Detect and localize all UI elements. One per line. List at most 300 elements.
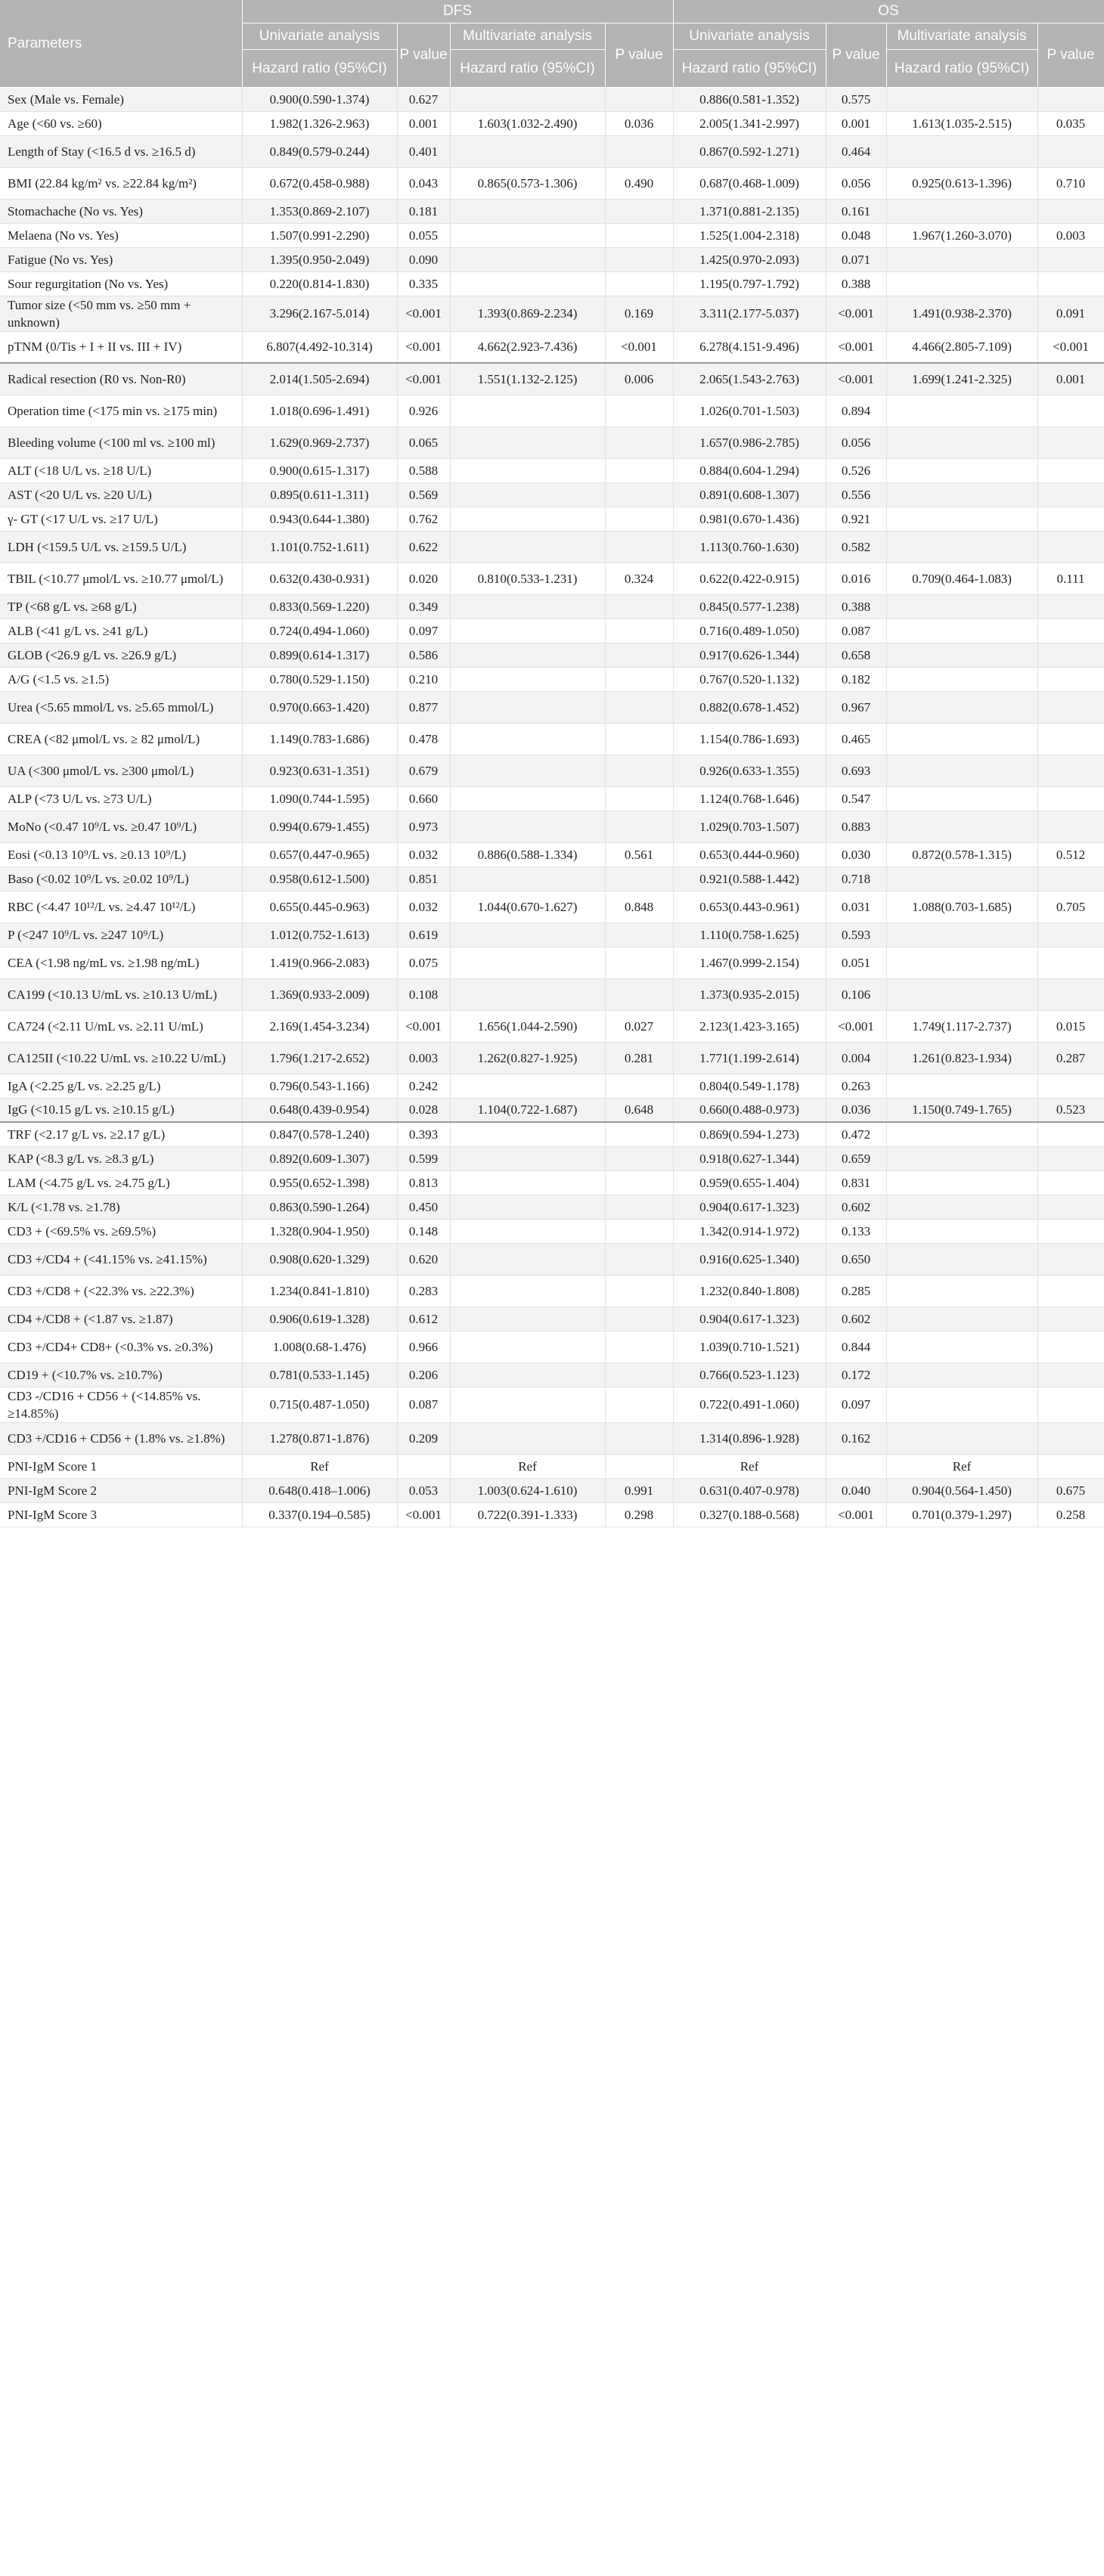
parameter-cell: Sex (Male vs. Female) [0, 87, 242, 111]
os-multivariate-hr-cell [886, 1122, 1037, 1146]
dfs-univariate-hr-cell: 0.994(0.679-1.455) [242, 811, 397, 842]
dfs-multivariate-hr-cell [450, 1362, 605, 1387]
os-multivariate-p-cell [1037, 723, 1104, 755]
dfs-univariate-p-cell: 0.586 [397, 643, 450, 667]
os-univariate-hr-cell: 0.631(0.407-0.978) [673, 1478, 826, 1502]
os-univariate-hr-cell: 0.886(0.581-1.352) [673, 87, 826, 111]
table-row [0, 1362, 1104, 1387]
dfs-univariate-hr-cell: 0.715(0.487-1.050) [242, 1387, 397, 1422]
dfs-univariate-p-cell: 0.966 [397, 1331, 450, 1362]
dfs-multivariate-hr-cell [450, 755, 605, 786]
dfs-univariate-hr-cell: 0.970(0.663-1.420) [242, 691, 397, 723]
table-row [0, 723, 1104, 755]
dfs-univariate-p-cell [397, 1454, 450, 1478]
table-row [0, 223, 1104, 247]
table-row [0, 1454, 1104, 1478]
dfs-multivariate-p-cell: 0.281 [605, 1042, 673, 1074]
dfs-univariate-p-cell: 0.627 [397, 87, 450, 111]
dfs-multivariate-p-cell [605, 482, 673, 507]
os-multivariate-p-cell [1037, 135, 1104, 167]
os-univariate-p-cell: 0.030 [826, 842, 886, 866]
parameter-cell: CD3 +/CD8 + (<22.3% vs. ≥22.3%) [0, 1275, 242, 1307]
os-univariate-p-cell: 0.472 [826, 1122, 886, 1146]
dfs-univariate-p-cell: 0.599 [397, 1146, 450, 1170]
os-multivariate-p-cell [1037, 482, 1104, 507]
dfs-univariate-p-cell: 0.053 [397, 1478, 450, 1502]
os-univariate-p-cell: 0.285 [826, 1275, 886, 1307]
os-multivariate-p-cell [1037, 1074, 1104, 1098]
dfs-multivariate-hr-cell: 0.722(0.391-1.333) [450, 1502, 605, 1527]
dfs-univariate-hr-cell: 1.328(0.904-1.950) [242, 1219, 397, 1243]
table-row [0, 594, 1104, 618]
dfs-multivariate-p-cell [605, 1170, 673, 1195]
dfs-multivariate-p-cell: 0.027 [605, 1010, 673, 1042]
dfs-multivariate-hr-cell [450, 786, 605, 811]
dfs-multivariate-p-cell: 0.490 [605, 167, 673, 199]
dfs-univariate-hr-cell: 0.899(0.614-1.317) [242, 643, 397, 667]
os-multivariate-p-cell [1037, 1243, 1104, 1275]
table-row [0, 1307, 1104, 1331]
os-multivariate-p-cell [1037, 1331, 1104, 1362]
parameter-cell: LAM (<4.75 g/L vs. ≥4.75 g/L) [0, 1170, 242, 1195]
parameter-cell: KAP (<8.3 g/L vs. ≥8.3 g/L) [0, 1146, 242, 1170]
os-univariate-p-cell: 0.883 [826, 811, 886, 842]
dfs-multivariate-hr-cell [450, 87, 605, 111]
os-univariate-p-cell: 0.650 [826, 1243, 886, 1275]
os-univariate-hr-header: Hazard ratio (95%CI) [673, 49, 826, 87]
dfs-multivariate-p-cell [605, 426, 673, 458]
os-univariate-hr-cell: 0.722(0.491-1.060) [673, 1387, 826, 1422]
dfs-multivariate-hr-cell: 1.603(1.032-2.490) [450, 111, 605, 135]
dfs-univariate-p-cell: 0.075 [397, 947, 450, 978]
dfs-multivariate-hr-cell: Ref [450, 1454, 605, 1478]
parameter-cell: A/G (<1.5 vs. ≥1.5) [0, 667, 242, 691]
os-univariate-p-cell: 0.526 [826, 458, 886, 482]
os-multivariate-hr-cell: 1.150(0.749-1.765) [886, 1098, 1037, 1122]
dfs-multivariate-hr-cell: 1.656(1.044-2.590) [450, 1010, 605, 1042]
os-multivariate-p-cell [1037, 458, 1104, 482]
parameter-cell: UA (<300 μmol/L vs. ≥300 μmol/L) [0, 755, 242, 786]
dfs-multivariate-p-cell: 0.298 [605, 1502, 673, 1527]
table-row [0, 247, 1104, 271]
parameter-cell: MoNo (<0.47 10⁹/L vs. ≥0.47 10⁹/L) [0, 811, 242, 842]
dfs-multivariate-hr-cell [450, 618, 605, 643]
dfs-univariate-hr-cell: 1.012(0.752-1.613) [242, 922, 397, 947]
os-multivariate-hr-cell: 0.872(0.578-1.315) [886, 842, 1037, 866]
dfs-multivariate-p-cell [605, 1422, 673, 1454]
dfs-multivariate-p-cell [605, 811, 673, 842]
os-multivariate-hr-cell [886, 482, 1037, 507]
dfs-univariate-hr-cell: 0.900(0.615-1.317) [242, 458, 397, 482]
dfs-univariate-hr-cell: 0.863(0.590-1.264) [242, 1195, 397, 1219]
parameter-cell: ALB (<41 g/L vs. ≥41 g/L) [0, 618, 242, 643]
os-multivariate-p-cell: 0.710 [1037, 167, 1104, 199]
dfs-univariate-p-cell: 0.335 [397, 271, 450, 296]
dfs-multivariate-p-cell: 0.169 [605, 296, 673, 331]
parameter-cell: P (<247 10⁹/L vs. ≥247 10⁹/L) [0, 922, 242, 947]
os-univariate-p-cell: 0.693 [826, 755, 886, 786]
os-univariate-hr-cell: 1.425(0.970-2.093) [673, 247, 826, 271]
os-multivariate-hr-cell [886, 755, 1037, 786]
table-row [0, 296, 1104, 331]
os-multivariate-p-cell [1037, 755, 1104, 786]
os-univariate-p-cell: 0.133 [826, 1219, 886, 1243]
dfs-univariate-p-cell: 0.032 [397, 891, 450, 922]
os-univariate-p-cell: <0.001 [826, 1010, 886, 1042]
os-multivariate-p-cell: 0.001 [1037, 363, 1104, 395]
dfs-univariate-p-cell: 0.973 [397, 811, 450, 842]
parameter-cell: CD4 +/CD8 + (<1.87 vs. ≥1.87) [0, 1307, 242, 1331]
dfs-multivariate-p-cell [605, 247, 673, 271]
os-univariate-hr-cell: 0.687(0.468-1.009) [673, 167, 826, 199]
os-multivariate-hr-cell [886, 811, 1037, 842]
table-row [0, 395, 1104, 426]
table-row [0, 1010, 1104, 1042]
os-multivariate-hr-cell [886, 1243, 1037, 1275]
table-row [0, 531, 1104, 563]
os-multivariate-p-cell [1037, 811, 1104, 842]
dfs-multivariate-p-cell [605, 691, 673, 723]
dfs-univariate-p-cell: 0.679 [397, 755, 450, 786]
table-row [0, 458, 1104, 482]
os-univariate-p-cell: 0.602 [826, 1307, 886, 1331]
os-univariate-p-cell: 0.087 [826, 618, 886, 643]
os-univariate-hr-cell: 0.327(0.188-0.568) [673, 1502, 826, 1527]
os-univariate-hr-cell: 0.921(0.588-1.442) [673, 866, 826, 891]
os-multivariate-hr-cell: 1.699(1.241-2.325) [886, 363, 1037, 395]
os-multivariate-hr-cell [886, 1219, 1037, 1243]
parameter-cell: Sour regurgitation (No vs. Yes) [0, 271, 242, 296]
dfs-univariate-p-cell: 0.001 [397, 111, 450, 135]
os-univariate-p-cell: 0.004 [826, 1042, 886, 1074]
dfs-multivariate-hr-cell: 0.810(0.533-1.231) [450, 563, 605, 594]
dfs-univariate-hr-cell: Ref [242, 1454, 397, 1478]
parameter-cell: IgG (<10.15 g/L vs. ≥10.15 g/L) [0, 1098, 242, 1122]
os-univariate-p-cell: <0.001 [826, 331, 886, 363]
os-univariate-hr-cell: 1.124(0.768-1.646) [673, 786, 826, 811]
os-univariate-hr-cell: 3.311(2.177-5.037) [673, 296, 826, 331]
dfs-multivariate-p-cell [605, 199, 673, 223]
os-multivariate-p-cell [1037, 786, 1104, 811]
os-multivariate-p-cell: 0.705 [1037, 891, 1104, 922]
os-multivariate-hr-cell [886, 1307, 1037, 1331]
dfs-multivariate-p-cell [605, 1243, 673, 1275]
os-multivariate-p-cell: 0.258 [1037, 1502, 1104, 1527]
os-univariate-p-cell: 0.659 [826, 1146, 886, 1170]
table-row [0, 755, 1104, 786]
dfs-univariate-p-cell: 0.209 [397, 1422, 450, 1454]
table-row [0, 866, 1104, 891]
os-multivariate-p-cell: 0.287 [1037, 1042, 1104, 1074]
dfs-multivariate-p-cell [605, 755, 673, 786]
dfs-univariate-hr-cell: 1.090(0.744-1.595) [242, 786, 397, 811]
table-row [0, 978, 1104, 1010]
dfs-univariate-hr-cell: 0.780(0.529-1.150) [242, 667, 397, 691]
dfs-multivariate-hr-cell: 0.886(0.588-1.334) [450, 842, 605, 866]
dfs-univariate-hr-cell: 1.419(0.966-2.083) [242, 947, 397, 978]
os-multivariate-hr-cell: 0.701(0.379-1.297) [886, 1502, 1037, 1527]
dfs-univariate-hr-cell: 1.369(0.933-2.009) [242, 978, 397, 1010]
os-multivariate-hr-cell [886, 922, 1037, 947]
dfs-univariate-p-cell: 0.588 [397, 458, 450, 482]
dfs-multivariate-hr-cell [450, 247, 605, 271]
dfs-univariate-hr-cell: 1.278(0.871-1.876) [242, 1422, 397, 1454]
table-row [0, 1478, 1104, 1502]
dfs-multivariate-hr-cell [450, 643, 605, 667]
dfs-multivariate-p-cell: 0.036 [605, 111, 673, 135]
os-univariate-p-cell: 0.001 [826, 111, 886, 135]
dfs-multivariate-hr-cell: 1.104(0.722-1.687) [450, 1098, 605, 1122]
dfs-univariate-hr-cell: 1.353(0.869-2.107) [242, 199, 397, 223]
dfs-univariate-p-cell: <0.001 [397, 363, 450, 395]
os-multivariate-p-cell: 0.512 [1037, 842, 1104, 866]
table-row [0, 111, 1104, 135]
os-univariate-hr-cell: 0.884(0.604-1.294) [673, 458, 826, 482]
dfs-univariate-p-cell: 0.108 [397, 978, 450, 1010]
dfs-multivariate-hr-cell [450, 458, 605, 482]
dfs-univariate-p-cell: <0.001 [397, 1502, 450, 1527]
os-univariate-p-cell: 0.031 [826, 891, 886, 922]
table-row [0, 667, 1104, 691]
os-univariate-p-cell: 0.582 [826, 531, 886, 563]
dfs-univariate-p-cell: 0.148 [397, 1219, 450, 1243]
os-univariate-p-cell [826, 1454, 886, 1478]
dfs-univariate-p-cell: 0.619 [397, 922, 450, 947]
dfs-univariate-p-cell: 0.206 [397, 1362, 450, 1387]
dfs-univariate-hr-cell: 0.724(0.494-1.060) [242, 618, 397, 643]
os-univariate-p-cell: 0.967 [826, 691, 886, 723]
dfs-univariate-p-cell: 0.877 [397, 691, 450, 723]
os-univariate-p-cell: 0.388 [826, 594, 886, 618]
os-univariate-p-cell: 0.464 [826, 135, 886, 167]
os-header: OS [673, 0, 1104, 23]
parameter-cell: TP (<68 g/L vs. ≥68 g/L) [0, 594, 242, 618]
dfs-univariate-hr-cell: 2.014(1.505-2.694) [242, 363, 397, 395]
dfs-multivariate-hr-cell [450, 594, 605, 618]
os-univariate-hr-cell: 0.653(0.444-0.960) [673, 842, 826, 866]
dfs-univariate-hr-cell: 0.847(0.578-1.240) [242, 1122, 397, 1146]
parameter-cell: γ- GT (<17 U/L vs. ≥17 U/L) [0, 507, 242, 531]
parameter-cell: Stomachache (No vs. Yes) [0, 199, 242, 223]
os-multivariate-hr-cell [886, 978, 1037, 1010]
parameter-cell: CD3 +/CD4 + (<41.15% vs. ≥41.15%) [0, 1243, 242, 1275]
dfs-univariate-p-cell: 0.283 [397, 1275, 450, 1307]
os-multivariate-p-cell [1037, 1219, 1104, 1243]
dfs-multivariate-header: Multivariate analysis [450, 23, 605, 49]
dfs-univariate-p-cell: 0.043 [397, 167, 450, 199]
os-multivariate-p-cell [1037, 426, 1104, 458]
dfs-univariate-hr-cell: 0.892(0.609-1.307) [242, 1146, 397, 1170]
dfs-univariate-hr-cell: 1.018(0.696-1.491) [242, 395, 397, 426]
os-univariate-hr-cell: 1.771(1.199-2.614) [673, 1042, 826, 1074]
dfs-multivariate-hr-cell [450, 1331, 605, 1362]
dfs-multivariate-p-cell [605, 135, 673, 167]
os-multivariate-p-cell [1037, 247, 1104, 271]
os-univariate-hr-cell: 0.916(0.625-1.340) [673, 1243, 826, 1275]
table-row [0, 842, 1104, 866]
dfs-multivariate-hr-cell [450, 482, 605, 507]
os-univariate-hr-cell: 1.154(0.786-1.693) [673, 723, 826, 755]
os-multivariate-hr-cell [886, 643, 1037, 667]
os-univariate-p-cell: 0.575 [826, 87, 886, 111]
os-univariate-hr-cell: 0.904(0.617-1.323) [673, 1307, 826, 1331]
dfs-univariate-hr-cell: 0.657(0.447-0.965) [242, 842, 397, 866]
os-univariate-p-cell: 0.172 [826, 1362, 886, 1387]
dfs-univariate-hr-cell: 1.008(0.68-1.476) [242, 1331, 397, 1362]
os-multivariate-p-cell [1037, 1422, 1104, 1454]
dfs-multivariate-p-cell [605, 1454, 673, 1478]
os-multivariate-hr-cell: 0.709(0.464-1.083) [886, 563, 1037, 594]
dfs-multivariate-hr-cell [450, 199, 605, 223]
table-row [0, 135, 1104, 167]
dfs-univariate-p-cell: <0.001 [397, 296, 450, 331]
dfs-multivariate-p-cell: 0.648 [605, 1098, 673, 1122]
table-row [0, 167, 1104, 199]
dfs-univariate-p-cell: 0.851 [397, 866, 450, 891]
dfs-univariate-hr-cell: 0.943(0.644-1.380) [242, 507, 397, 531]
parameter-cell: Operation time (<175 min vs. ≥175 min) [0, 395, 242, 426]
os-multivariate-hr-cell [886, 1275, 1037, 1307]
os-multivariate-p-cell [1037, 1122, 1104, 1146]
dfs-header: DFS [242, 0, 673, 23]
os-univariate-hr-cell: 0.716(0.489-1.050) [673, 618, 826, 643]
os-multivariate-p-cell [1037, 667, 1104, 691]
table-row [0, 1074, 1104, 1098]
os-multivariate-hr-cell [886, 866, 1037, 891]
dfs-univariate-hr-cell: 2.169(1.454-3.234) [242, 1010, 397, 1042]
table-row [0, 482, 1104, 507]
os-univariate-hr-cell: 1.029(0.703-1.507) [673, 811, 826, 842]
os-univariate-hr-cell: 1.026(0.701-1.503) [673, 395, 826, 426]
table-header [0, 0, 1104, 87]
os-univariate-p-cell: 0.106 [826, 978, 886, 1010]
os-univariate-hr-cell: 2.123(1.423-3.165) [673, 1010, 826, 1042]
dfs-multivariate-hr-cell [450, 1074, 605, 1098]
parameter-cell: GLOB (<26.9 g/L vs. ≥26.9 g/L) [0, 643, 242, 667]
dfs-univariate-hr-cell: 0.648(0.439-0.954) [242, 1098, 397, 1122]
dfs-multivariate-p-cell: 0.561 [605, 842, 673, 866]
os-univariate-hr-cell: 2.065(1.543-2.763) [673, 363, 826, 395]
table-body [0, 87, 1104, 1527]
table-row [0, 1195, 1104, 1219]
os-univariate-p-cell: 0.602 [826, 1195, 886, 1219]
table-row [0, 426, 1104, 458]
parameter-cell: Melaena (No vs. Yes) [0, 223, 242, 247]
parameter-cell: CD3 + (<69.5% vs. ≥69.5%) [0, 1219, 242, 1243]
dfs-univariate-p-cell: <0.001 [397, 1010, 450, 1042]
parameters-header: Parameters [0, 0, 242, 87]
os-multivariate-p-cell [1037, 618, 1104, 643]
os-multivariate-hr-cell [886, 1331, 1037, 1362]
dfs-multivariate-hr-cell [450, 135, 605, 167]
os-univariate-hr-cell: 0.891(0.608-1.307) [673, 482, 826, 507]
os-multivariate-p-cell [1037, 691, 1104, 723]
dfs-multivariate-p-cell [605, 618, 673, 643]
dfs-univariate-p-cell: 0.032 [397, 842, 450, 866]
table-row [0, 947, 1104, 978]
dfs-multivariate-hr-cell [450, 1146, 605, 1170]
os-multivariate-p-cell [1037, 1362, 1104, 1387]
os-multivariate-hr-cell [886, 667, 1037, 691]
dfs-multivariate-p-cell: 0.848 [605, 891, 673, 922]
dfs-univariate-header: Univariate analysis [242, 23, 397, 49]
dfs-multivariate-p-cell [605, 947, 673, 978]
dfs-univariate-p-cell: 0.401 [397, 135, 450, 167]
dfs-multivariate-p-header: P value [605, 23, 673, 87]
dfs-univariate-p-cell: 0.813 [397, 1170, 450, 1195]
dfs-multivariate-hr-cell [450, 1275, 605, 1307]
os-multivariate-hr-cell [886, 135, 1037, 167]
table-row [0, 271, 1104, 296]
dfs-univariate-p-header: P value [397, 23, 450, 87]
os-univariate-hr-cell: 0.622(0.422-0.915) [673, 563, 826, 594]
dfs-univariate-p-cell: 0.210 [397, 667, 450, 691]
dfs-multivariate-p-cell [605, 271, 673, 296]
parameter-cell: TRF (<2.17 g/L vs. ≥2.17 g/L) [0, 1122, 242, 1146]
os-multivariate-p-header: P value [1037, 23, 1104, 87]
dfs-multivariate-hr-cell [450, 922, 605, 947]
dfs-multivariate-p-cell: 0.006 [605, 363, 673, 395]
dfs-univariate-hr-cell: 1.629(0.969-2.737) [242, 426, 397, 458]
table-row [0, 786, 1104, 811]
os-univariate-hr-cell: 1.113(0.760-1.630) [673, 531, 826, 563]
table-row [0, 563, 1104, 594]
os-multivariate-hr-cell [886, 1146, 1037, 1170]
os-multivariate-hr-cell [886, 786, 1037, 811]
os-univariate-hr-cell: 1.371(0.881-2.135) [673, 199, 826, 223]
parameter-cell: Urea (<5.65 mmol/L vs. ≥5.65 mmol/L) [0, 691, 242, 723]
os-multivariate-p-cell [1037, 1307, 1104, 1331]
os-multivariate-hr-cell [886, 247, 1037, 271]
os-univariate-hr-cell: 1.342(0.914-1.972) [673, 1219, 826, 1243]
os-multivariate-p-cell [1037, 643, 1104, 667]
table-row [0, 1502, 1104, 1527]
dfs-multivariate-hr-cell: 1.003(0.624-1.610) [450, 1478, 605, 1502]
parameter-cell: TBIL (<10.77 μmol/L vs. ≥10.77 μmol/L) [0, 563, 242, 594]
os-univariate-p-cell: 0.048 [826, 223, 886, 247]
dfs-multivariate-hr-cell: 4.662(2.923-7.436) [450, 331, 605, 363]
dfs-multivariate-p-cell [605, 507, 673, 531]
os-univariate-hr-cell: 2.005(1.341-2.997) [673, 111, 826, 135]
os-univariate-p-cell: 0.056 [826, 426, 886, 458]
table-row [0, 691, 1104, 723]
parameter-cell: AST (<20 U/L vs. ≥20 U/L) [0, 482, 242, 507]
parameter-cell: Radical resection (R0 vs. Non-R0) [0, 363, 242, 395]
dfs-multivariate-p-cell [605, 1331, 673, 1362]
dfs-univariate-hr-header: Hazard ratio (95%CI) [242, 49, 397, 87]
parameter-cell: Fatigue (No vs. Yes) [0, 247, 242, 271]
dfs-univariate-hr-cell: 0.781(0.533-1.145) [242, 1362, 397, 1387]
table-row [0, 618, 1104, 643]
dfs-univariate-p-cell: 0.612 [397, 1307, 450, 1331]
os-multivariate-p-cell [1037, 866, 1104, 891]
parameter-cell: Baso (<0.02 10⁹/L vs. ≥0.02 10⁹/L) [0, 866, 242, 891]
os-univariate-p-cell: 0.894 [826, 395, 886, 426]
os-univariate-hr-cell: 0.918(0.627-1.344) [673, 1146, 826, 1170]
parameter-cell: CA125II (<10.22 U/mL vs. ≥10.22 U/mL) [0, 1042, 242, 1074]
os-multivariate-hr-cell [886, 395, 1037, 426]
os-univariate-p-cell: 0.071 [826, 247, 886, 271]
table-row [0, 331, 1104, 363]
os-multivariate-hr-cell [886, 1074, 1037, 1098]
os-univariate-hr-cell: 0.845(0.577-1.238) [673, 594, 826, 618]
dfs-multivariate-p-cell [605, 1275, 673, 1307]
os-univariate-p-cell: 0.162 [826, 1422, 886, 1454]
parameter-cell: PNI-IgM Score 1 [0, 1454, 242, 1478]
dfs-univariate-p-cell: 0.087 [397, 1387, 450, 1422]
dfs-univariate-hr-cell: 0.849(0.579-0.244) [242, 135, 397, 167]
dfs-univariate-hr-cell: 3.296(2.167-5.014) [242, 296, 397, 331]
